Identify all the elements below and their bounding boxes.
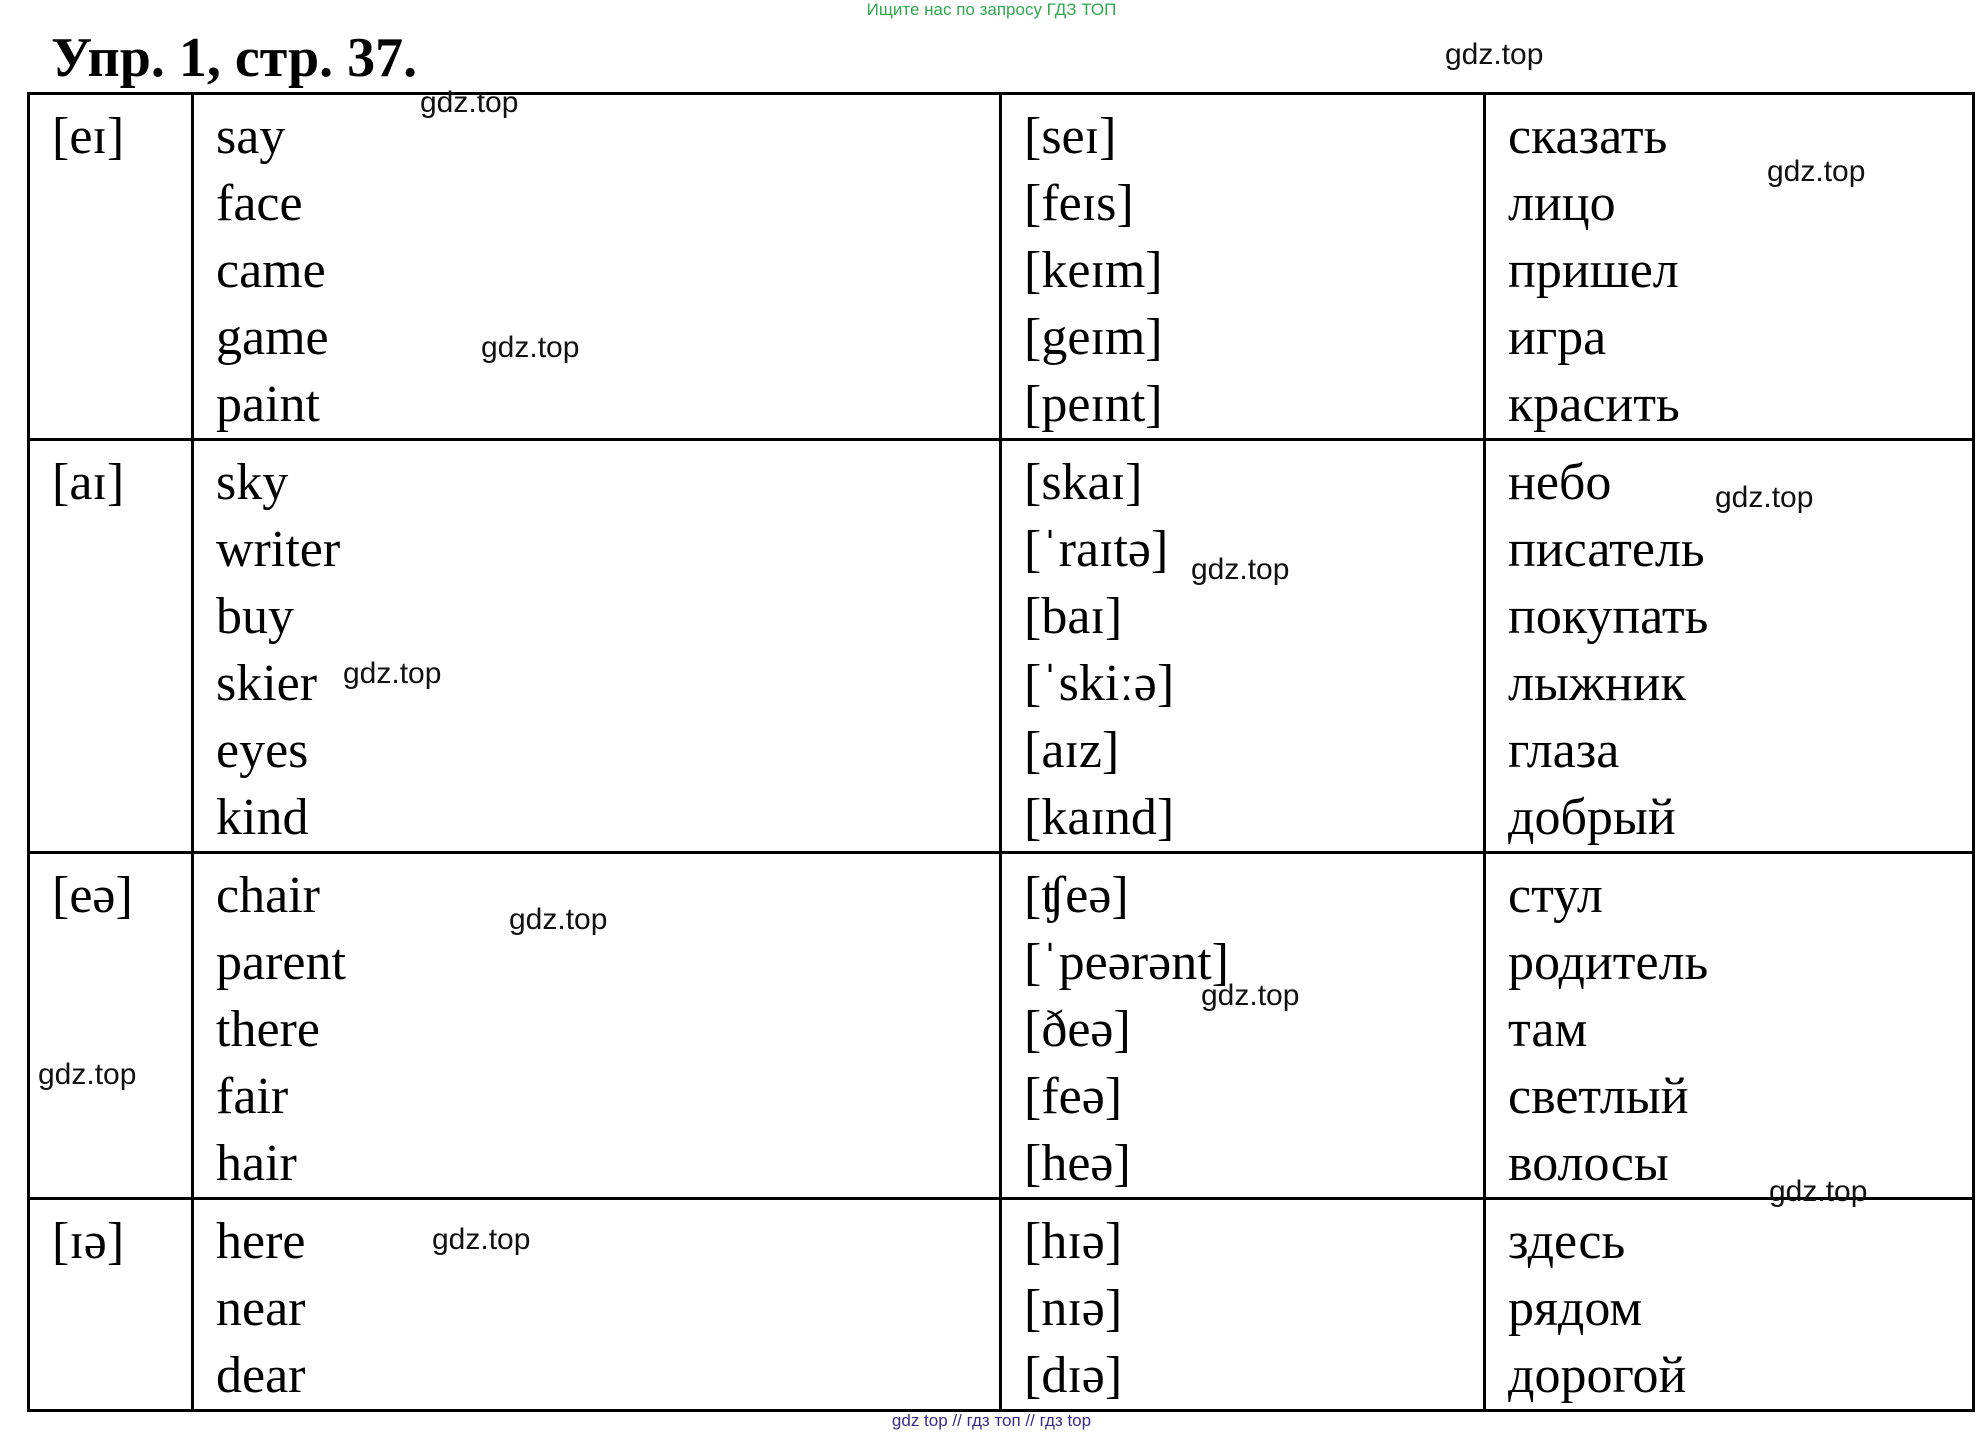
transcription-cell <box>1001 1199 1485 1411</box>
vocabulary-table <box>27 92 1975 1412</box>
russian-translation: небо <box>1508 454 1612 511</box>
sound-symbol: [aɪ] <box>52 454 125 511</box>
russian-translation: рядом <box>1508 1280 1643 1337</box>
english-word: here <box>216 1213 306 1270</box>
sound-symbol: [eə] <box>52 867 133 924</box>
watermark: gdz.top <box>1767 155 1866 188</box>
transcription-cell <box>1001 440 1485 853</box>
transcription: [ˈpeərənt] <box>1024 934 1229 991</box>
transcription: [ˈskiːə] <box>1024 655 1175 712</box>
english-word: there <box>216 1001 320 1058</box>
english-word: writer <box>216 521 341 578</box>
english-word: say <box>216 108 286 165</box>
english-word: game <box>216 309 329 366</box>
sound-cell <box>29 853 193 1199</box>
transcription: [baɪ] <box>1024 588 1123 645</box>
vocab-group-row <box>29 440 1974 853</box>
watermark: gdz.top <box>1191 553 1290 586</box>
english-word: came <box>216 242 326 299</box>
watermark: gdz.top <box>1715 481 1814 514</box>
transcription: [feə] <box>1024 1068 1123 1125</box>
watermark: gdz.top <box>343 657 442 690</box>
transcription: [ˈraɪtə] <box>1024 521 1169 578</box>
transcription: [geɪm] <box>1024 309 1163 366</box>
transcription: [ʧeə] <box>1024 867 1129 924</box>
transcription: [aɪz] <box>1024 722 1120 779</box>
english-word: parent <box>216 934 346 991</box>
transcription-cell <box>1001 94 1485 440</box>
english-word: face <box>216 175 303 232</box>
sound-symbol: [eɪ] <box>52 108 125 165</box>
vocab-group-row <box>29 853 1974 1199</box>
russian-translation: светлый <box>1508 1068 1689 1125</box>
vocab-group-row <box>29 94 1974 440</box>
sound-cell <box>29 440 193 853</box>
english-word: paint <box>216 376 320 433</box>
sound-symbol: [ɪə] <box>52 1213 125 1270</box>
russian-translation: родитель <box>1508 934 1709 991</box>
russian-translation: покупать <box>1508 588 1709 645</box>
english-word: chair <box>216 867 320 924</box>
transcription: [hɪə] <box>1024 1213 1123 1270</box>
transcription: [skaɪ] <box>1024 454 1143 511</box>
russian-translation: игра <box>1508 309 1607 366</box>
transcription-cell <box>1001 853 1485 1199</box>
transcription: [dɪə] <box>1024 1347 1123 1404</box>
watermark: gdz.top <box>38 1058 137 1091</box>
watermark: gdz.top <box>420 86 519 119</box>
russian-translation: дорогой <box>1508 1347 1687 1404</box>
russian-translation: стул <box>1508 867 1603 924</box>
sound-cell <box>29 1199 193 1411</box>
english-word: eyes <box>216 722 309 779</box>
english-word: near <box>216 1280 306 1337</box>
watermark: gdz.top <box>1769 1175 1868 1208</box>
russian-translation: пришел <box>1508 242 1679 299</box>
watermark: gdz.top <box>481 331 580 364</box>
vocab-group-row <box>29 1199 1974 1411</box>
russian-translation: лыжник <box>1508 655 1686 712</box>
watermark: gdz.top <box>1201 979 1300 1012</box>
english-word: sky <box>216 454 289 511</box>
translation-cell <box>1485 853 1974 1199</box>
english-word: fair <box>216 1068 289 1125</box>
transcription: [heə] <box>1024 1135 1131 1192</box>
watermark: gdz.top <box>432 1223 531 1256</box>
english-word: dear <box>216 1347 306 1404</box>
russian-translation: глаза <box>1508 722 1620 779</box>
translation-cell <box>1485 94 1974 440</box>
transcription: [seɪ] <box>1024 108 1117 165</box>
russian-translation: лицо <box>1508 175 1616 232</box>
russian-translation: волосы <box>1508 1135 1669 1192</box>
word-cell <box>193 1199 1001 1411</box>
translation-cell <box>1485 1199 1974 1411</box>
word-cell <box>193 440 1001 853</box>
transcription: [feɪs] <box>1024 175 1134 232</box>
russian-translation: сказать <box>1508 108 1668 165</box>
russian-translation: здесь <box>1508 1213 1626 1270</box>
transcription: [kaɪnd] <box>1024 789 1175 846</box>
english-word: kind <box>216 789 309 846</box>
russian-translation: красить <box>1508 376 1680 433</box>
russian-translation: там <box>1508 1001 1588 1058</box>
word-cell <box>193 94 1001 440</box>
english-word: skier <box>216 655 318 712</box>
transcription: [ðeə] <box>1024 1001 1131 1058</box>
sound-cell <box>29 94 193 440</box>
transcription: [keɪm] <box>1024 242 1163 299</box>
russian-translation: добрый <box>1508 789 1676 846</box>
russian-translation: писатель <box>1508 521 1705 578</box>
watermark: gdz.top <box>1445 38 1544 71</box>
watermark: gdz.top <box>509 903 608 936</box>
transcription: [nɪə] <box>1024 1280 1123 1337</box>
top-banner: Ищите нас по запросу ГДЗ ТОП <box>866 0 1117 19</box>
page-title: Упр. 1, стр. 37. <box>51 27 418 89</box>
transcription: [peɪnt] <box>1024 376 1163 433</box>
english-word: hair <box>216 1135 297 1192</box>
english-word: buy <box>216 588 294 645</box>
footer-watermark: gdz top // гдз топ // гдз top <box>891 1411 1092 1430</box>
